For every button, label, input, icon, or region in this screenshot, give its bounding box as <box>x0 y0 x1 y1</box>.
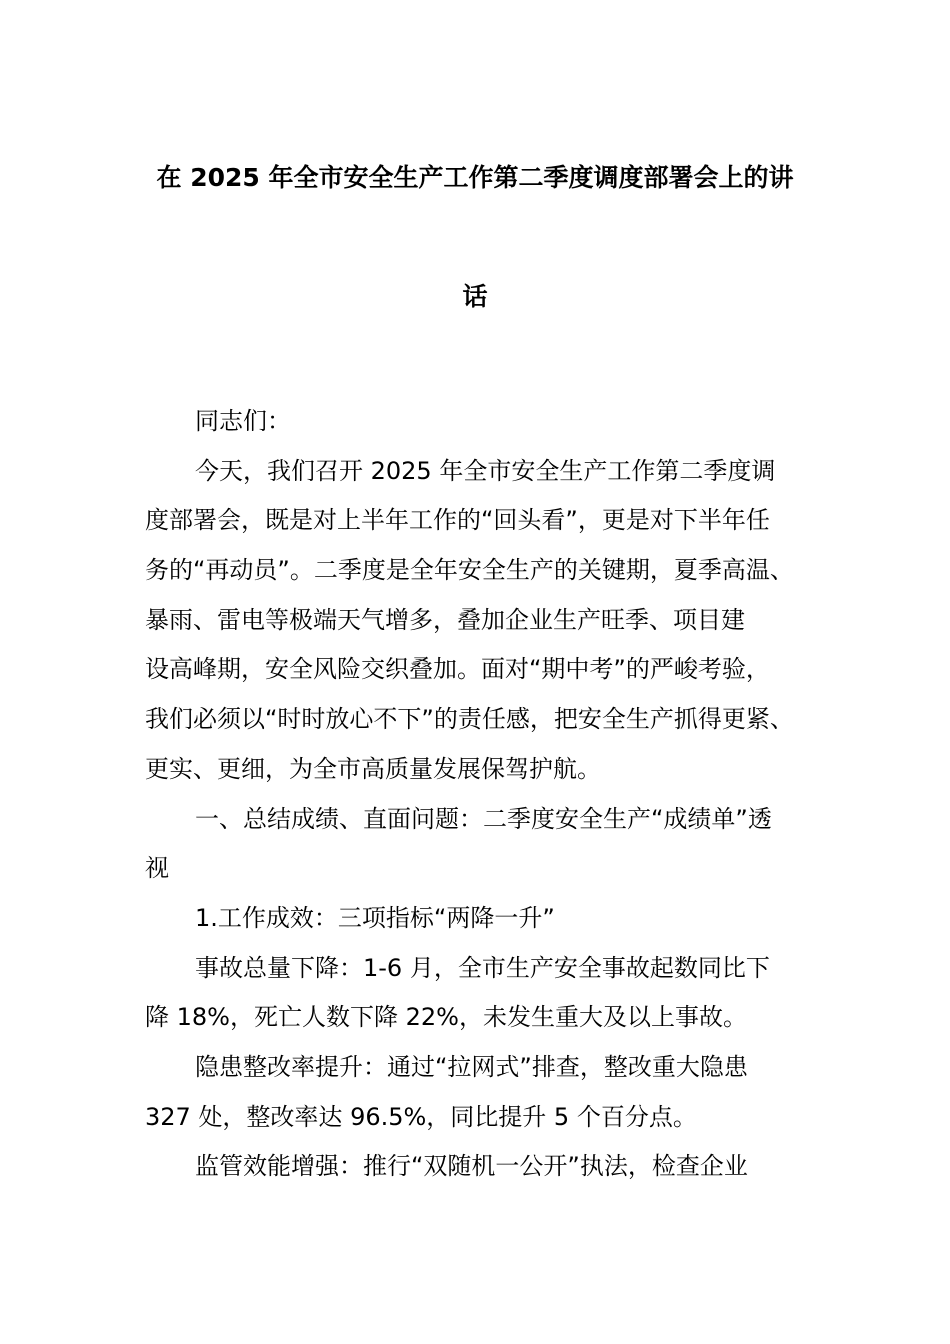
body-line-13: 降 18%，死亡人数下降 22%，未发生重大及以上事故。 <box>145 1003 747 1032</box>
body-line-12: 事故总量下降：1-6 月，全市生产安全事故起数同比下 <box>195 953 770 982</box>
document-body <box>145 397 835 1192</box>
body-line-10: 视 <box>145 854 169 883</box>
document-title-line-1: 在 2025 年全市安全生产工作第二季度调度部署会上的讲 <box>156 163 794 192</box>
body-line-14: 隐患整改率提升：通过“拉网式”排查，整改重大隐患 <box>195 1052 748 1081</box>
body-line-8: 更实、更细，为全市高质量发展保驾护航。 <box>145 754 601 783</box>
body-line-5: 暴雨、雷电等极端天气增多，叠加企业生产旺季、项目建 <box>145 605 745 634</box>
body-line-7: 我们必须以“时时放心不下”的责任感，把安全生产抓得更紧、 <box>145 705 794 734</box>
body-line-6: 设高峰期，安全风险交织叠加。面对“期中考”的严峻考验， <box>145 655 770 684</box>
body-line-16: 监管效能增强：推行“双随机一公开”执法，检查企业 <box>195 1152 748 1181</box>
body-line-2: 今天，我们召开 2025 年全市安全生产工作第二季度调 <box>195 456 776 485</box>
body-line-4: 务的“再动员”。二季度是全年安全生产的关键期，夏季高温、 <box>145 556 794 585</box>
body-line-1: 同志们： <box>195 407 291 435</box>
body-line-3: 度部署会，既是对上半年工作的“回头看”，更是对下半年任 <box>145 506 770 535</box>
document-title-line-2: 话 <box>462 282 488 311</box>
body-line-9: 一、总结成绩、直面问题：二季度安全生产“成绩单”透 <box>195 804 772 833</box>
body-line-11: 1.工作成效：三项指标“两降一升” <box>195 903 555 932</box>
body-line-15: 327 处，整改率达 96.5%，同比提升 5 个百分点。 <box>145 1102 697 1131</box>
